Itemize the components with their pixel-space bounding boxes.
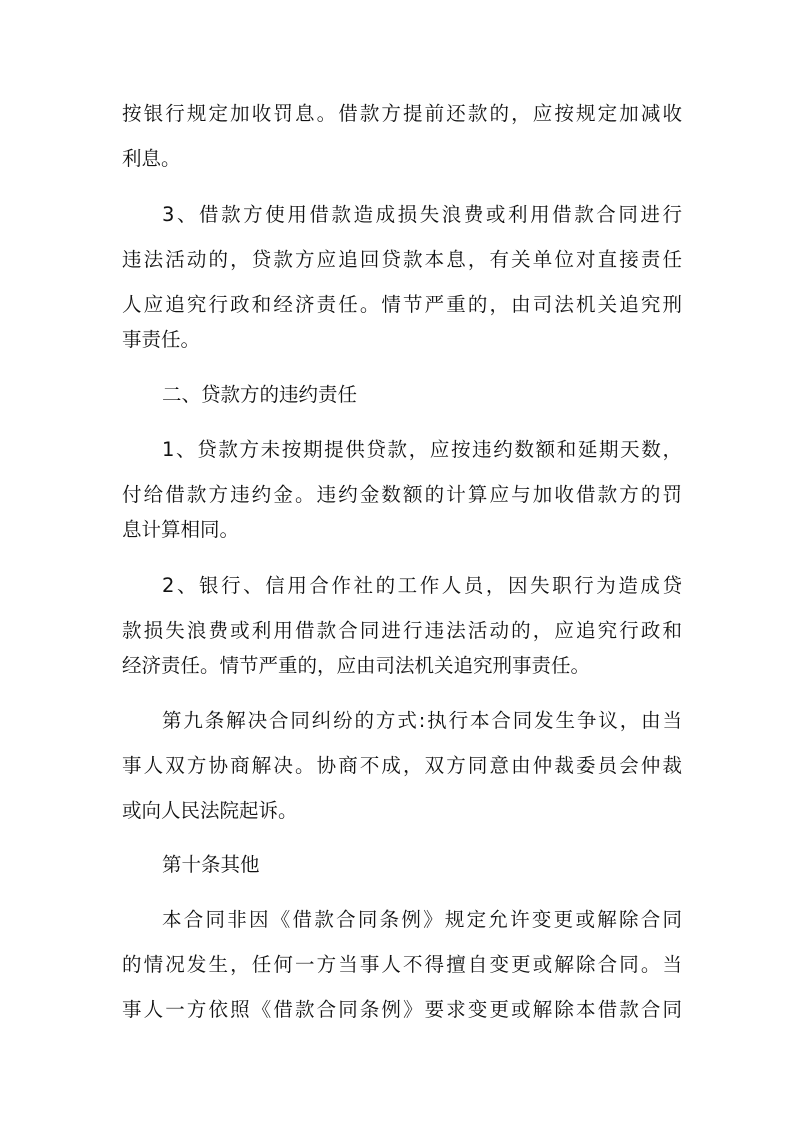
text-line: 第九条解决合同纠纷的方式:执行本合同发生争议，由当 (162, 709, 682, 732)
text-line: 付给借款方违约金。违约金数额的计算应与加收借款方的罚 (122, 483, 682, 506)
text-line: 事人双方协商解决。协商不成，双方同意由仲裁委员会仲裁 (122, 754, 682, 777)
text-line: 款损失浪费或利用借款合同进行违法活动的，应追究行政和 (122, 619, 682, 642)
section-heading: 第十条其他 (162, 853, 260, 876)
text-line: 本合同非因《借款合同条例》规定允许变更或解除合同 (162, 908, 682, 931)
text-line: 事责任。 (122, 328, 201, 351)
text-line: 事人一方依照《借款合同条例》要求变更或解除本借款合同 (122, 998, 682, 1021)
text-line: 人应追究行政和经济责任。情节严重的，由司法机关追究刑 (122, 293, 682, 316)
section-heading: 二、贷款方的违约责任 (162, 383, 358, 406)
text-line: 按银行规定加收罚息。借款方提前还款的，应按规定加减收 (122, 102, 682, 125)
text-line: 1、贷款方未按期提供贷款，应按违约数额和延期天数， (162, 438, 682, 461)
text-line: 息计算相同。 (122, 518, 240, 541)
text-line: 或向人民法院起诉。 (122, 799, 298, 822)
text-line: 的情况发生，任何一方当事人不得擅自变更或解除合同。当 (122, 953, 682, 976)
text-line: 利息。 (122, 147, 181, 170)
text-line: 经济责任。情节严重的，应由司法机关追究刑事责任。 (122, 654, 591, 677)
text-line: 3、借款方使用借款造成损失浪费或利用借款合同进行 (162, 203, 682, 226)
text-line: 2、银行、信用合作社的工作人员，因失职行为造成贷 (162, 574, 682, 597)
text-line: 违法活动的，贷款方应追回贷款本息，有关单位对直接责任 (122, 248, 682, 271)
